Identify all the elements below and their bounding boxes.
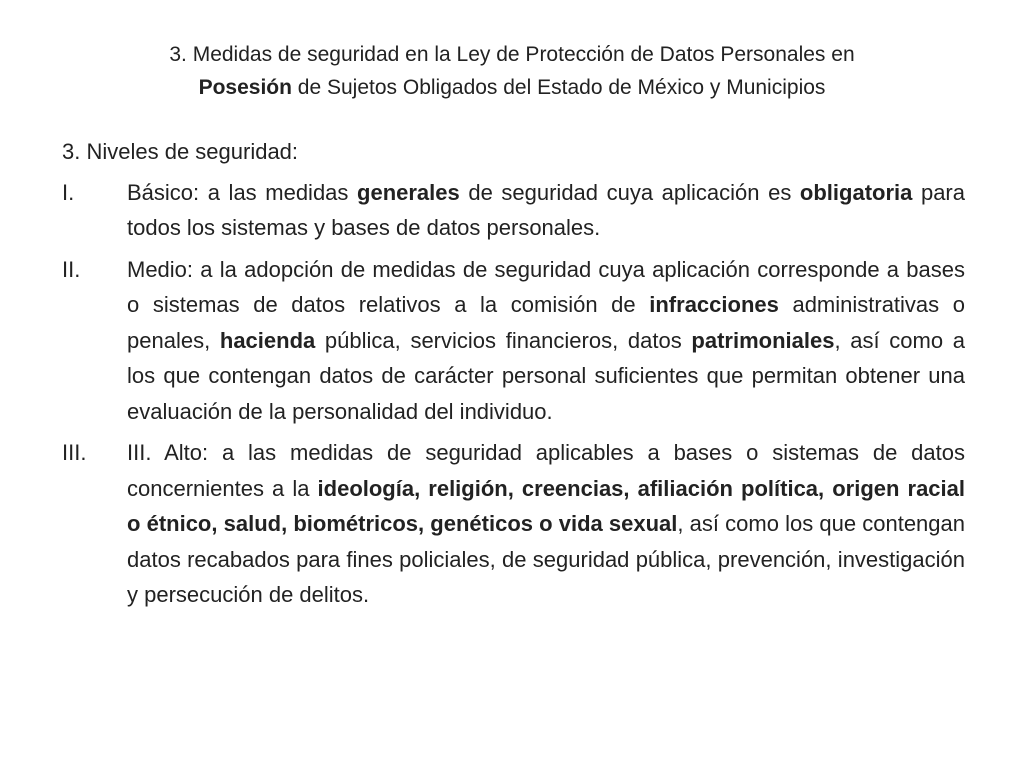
bold-text-run: hacienda [219, 327, 316, 353]
bold-text-run: infracciones [649, 292, 779, 317]
list-item-number: I. [62, 179, 75, 205]
list-item-alto [62, 435, 965, 613]
bold-text-run: generales [357, 179, 460, 205]
list-item-text [127, 175, 965, 246]
list-item-number: II. [62, 256, 81, 282]
section-heading: 3. Niveles de seguridad: [62, 139, 299, 164]
text-run: 3. Medidas de seguridad en la Ley de Protección de Datos Personales en [169, 43, 855, 66]
bold-text-run: obligatoria [799, 179, 913, 205]
slide-title-line-1 [40, 38, 984, 71]
text-run: , así como a los que contengan datos de carácter personal suficientes que permitan obtener una evaluación de la personalidad del individuo. [127, 327, 965, 424]
bold-text-run: ideología, religión, creencias, afiliación política, origen racial o étnico, salud, biométricos, genéticos o vida sexual [127, 475, 965, 536]
text-run: Medio: a la adopción de medidas de seguridad cuya aplicación corresponde a bases o sistemas de datos relativos a la comisión de [127, 256, 965, 317]
slide-title [40, 38, 984, 104]
bold-text-run: patrimoniales [691, 327, 835, 353]
slide-title-line-2 [40, 71, 984, 104]
text-run: , así como los que contengan datos recabados para fines policiales, de seguridad pública, prevención, investigación y persecución de delitos. [127, 511, 965, 607]
text-run: pública, servicios financieros, datos [315, 327, 692, 353]
bold-text-run: Posesión [198, 76, 292, 99]
list-item-text [127, 435, 965, 613]
list-item-medio [62, 252, 965, 430]
text-run: de Sujetos Obligados del Estado de México y Municipios [291, 76, 826, 99]
slide-body [62, 134, 965, 619]
text-run: Básico: a las medidas [127, 179, 358, 205]
list-item-basico [62, 175, 965, 246]
text-run: III. Alto: a las medidas de seguridad aplicables a bases o sistemas de datos concernientes a la [127, 440, 965, 501]
list-item-text [127, 252, 965, 430]
list-item-number: III. [62, 440, 87, 465]
text-run: administrativas o penales, [127, 292, 966, 353]
text-run: para todos los sistemas y bases de datos personales. [127, 179, 965, 240]
text-run: de seguridad cuya aplicación es [459, 179, 800, 205]
